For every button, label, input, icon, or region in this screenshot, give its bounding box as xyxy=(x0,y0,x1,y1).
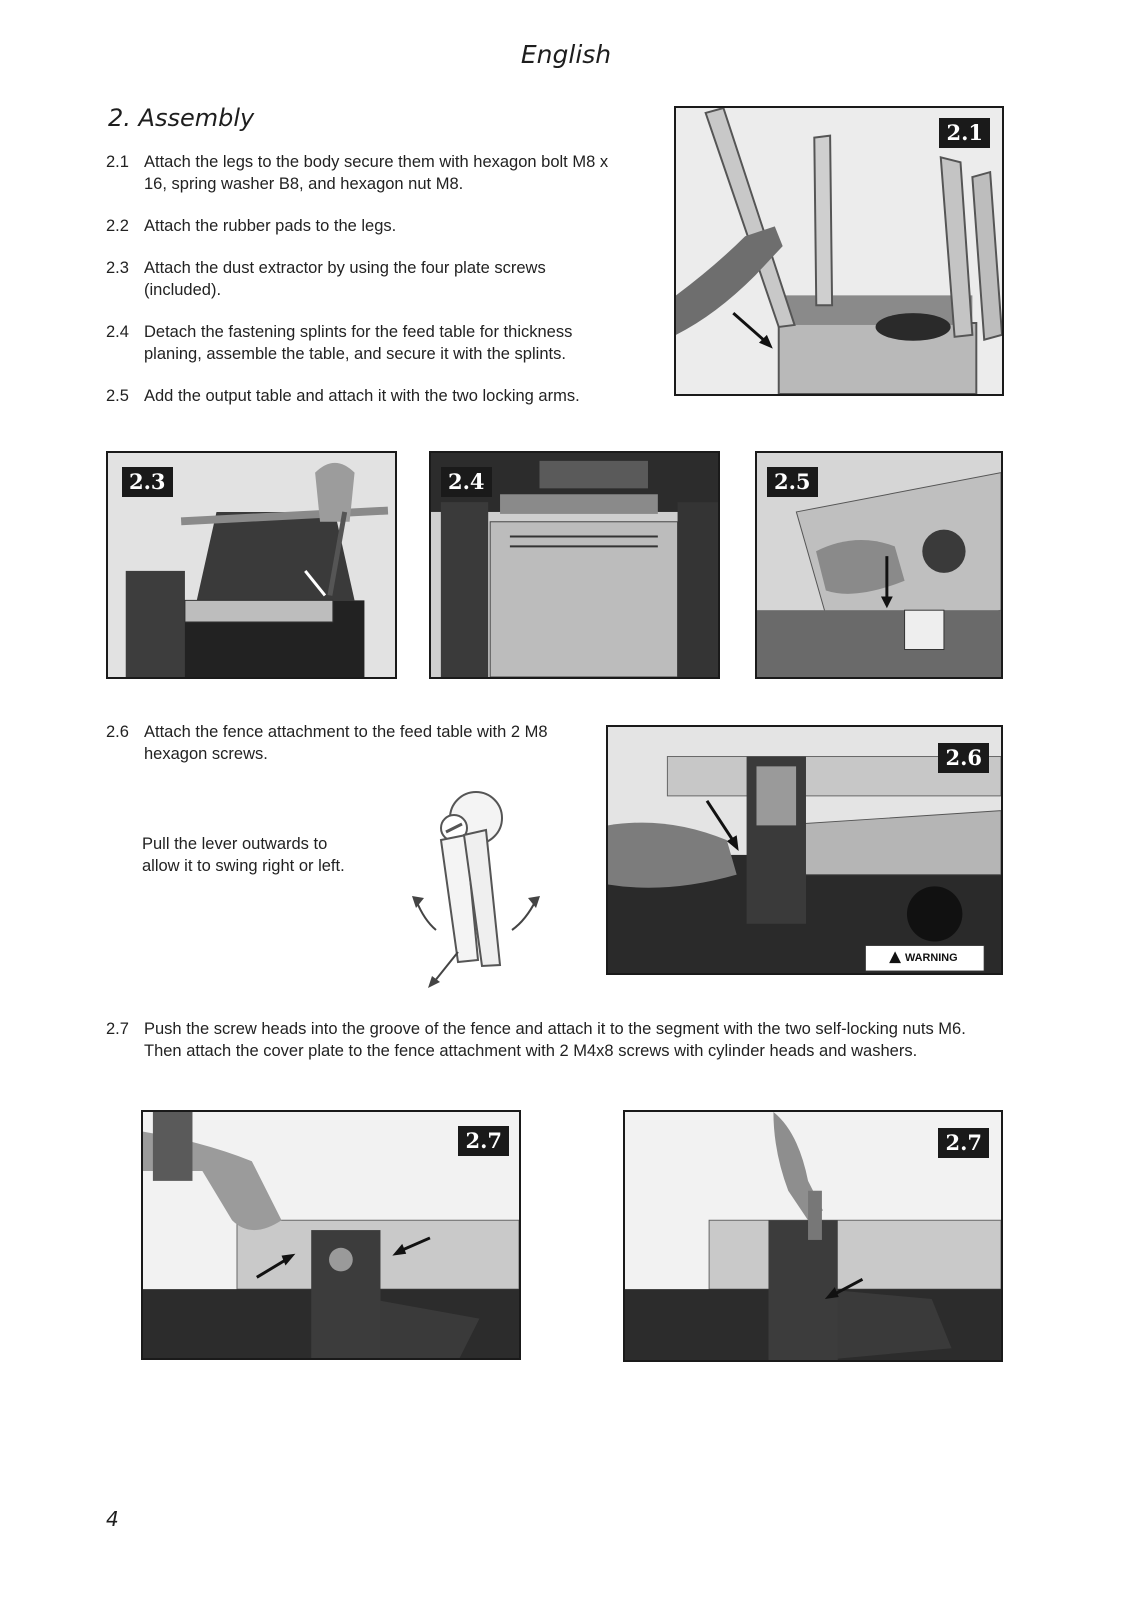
step-number: 2.7 xyxy=(106,1020,129,1038)
step-text: Attach the dust extractor by using the four plate screws (included). xyxy=(144,259,546,299)
step-2-5 xyxy=(106,385,646,407)
section-title: 2. Assembly xyxy=(108,104,255,132)
step-number: 2.2 xyxy=(106,217,129,235)
step-text: Add the output table and attach it with the two locking arms. xyxy=(144,387,580,405)
lever-swing-diagram xyxy=(386,780,566,1005)
step-2-1 xyxy=(106,151,616,195)
step-text: Attach the legs to the body secure them with hexagon bolt M8 x 16, spring washer B8, and hexagon nut M8. xyxy=(144,153,609,193)
figure-label-badge: 2.4 xyxy=(441,467,492,497)
figure-label-badge: 2.7 xyxy=(458,1126,509,1156)
figure-2-1-photo xyxy=(674,106,1004,396)
figure-2-7b-photo xyxy=(623,1110,1003,1362)
figure-2-4-photo xyxy=(429,451,720,679)
step-2-6 xyxy=(106,721,596,765)
step-number: 2.6 xyxy=(106,723,129,741)
figure-label-badge: 2.7 xyxy=(938,1128,989,1158)
step-text: Attach the rubber pads to the legs. xyxy=(144,217,397,235)
legs-assembly-illustration xyxy=(676,108,1002,394)
step-text: Attach the fence attachment to the feed table with 2 M8 hexagon screws. xyxy=(144,723,548,763)
figure-label-badge: 2.5 xyxy=(767,467,818,497)
page-number: 4 xyxy=(106,1507,119,1531)
lever-instruction-note: Pull the lever outwards to allow it to swing right or left. xyxy=(142,835,345,875)
step-number: 2.3 xyxy=(106,259,129,277)
figure-2-3-photo xyxy=(106,451,397,679)
warning-label: WARNING xyxy=(904,952,958,965)
page-language-header: English xyxy=(520,40,612,69)
step-2-7 xyxy=(106,1018,986,1062)
step-number: 2.1 xyxy=(106,153,129,171)
figure-label-badge: 2.3 xyxy=(122,467,173,497)
figure-label-badge: 2.1 xyxy=(939,118,990,148)
figure-label-badge: 2.6 xyxy=(938,743,989,773)
step-2-4 xyxy=(106,321,621,365)
step-2-2 xyxy=(106,215,616,237)
figure-2-7a-photo xyxy=(141,1110,521,1360)
step-text: Push the screw heads into the groove of the fence and attach it to the segment with the two self-locking nuts M6. Then attach the cover plate to the fence attachment with 2 M4x8 screws with cylinder heads and washers. xyxy=(144,1020,966,1060)
step-number: 2.4 xyxy=(106,323,129,341)
figure-2-5-photo xyxy=(755,451,1003,679)
step-number: 2.5 xyxy=(106,387,129,405)
step-text: Detach the fastening splints for the feed table for thickness planing, assemble the table, and secure it with the splints. xyxy=(144,323,573,363)
step-2-3 xyxy=(106,257,596,301)
figure-2-6-photo xyxy=(606,725,1003,975)
